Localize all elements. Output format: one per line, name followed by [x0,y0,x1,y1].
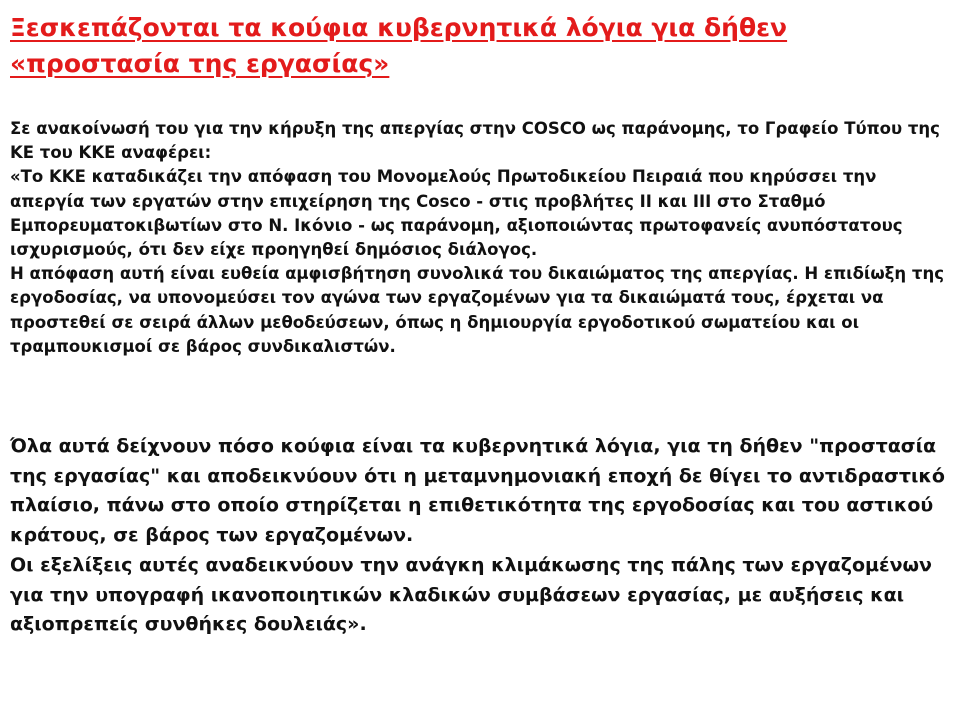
intro-paragraph: Σε ανακοίνωσή του για την κήρυξη της απεργίας στην COSCO ως παράνομης, το Γραφείο Τύπου της ΚΕ του ΚΚΕ αναφέρει: [10,119,940,163]
quote-paragraph: «Το ΚΚΕ καταδικάζει την απόφαση του Μονομελούς Πρωτοδικείου Πειραιά που κηρύσσει την απεργία των εργατών στην επιχείρηση της Cosco - στις προβλήτες ΙΙ και ΙΙΙ στο Σταθμό Εμπορευματοκιβωτίων στο Ν. Ικόνιο - ως παράνομη, αξιοποιώντας πρωτοφανείς ανυπόστατους ισχυρισμούς, ότι δεν είχε προηγηθεί δημόσιος διάλογος. [10,167,903,260]
strike-right-paragraph: Η απόφαση αυτή είναι ευθεία αμφισβήτηση συνολικά του δικαιώματος της απεργίας. Η επιδίωξη της εργοδοσίας, να υπονομεύσει τον αγώνα των εργαζομένων για τα δικαιώματά τους, έρχεται να προστεθεί σε σειρά άλλων μεθοδεύσεων, όπως η δημιουργία εργοδοτικού σωματείου και οι τραμπουκισμοί σε βάρος συνδικαλιστών. [10,264,944,356]
slide-title: Ξεσκεπάζονται τα κούφια κυβερνητικά λόγια για δήθεν «προστασία της εργασίας» [10,13,788,78]
press-statement-block [10,117,945,359]
closing-paragraph-2: Οι εξελίξεις αυτές αναδεικνύουν την ανάγκη κλιμάκωσης της πάλης των εργαζομένων για την υπογραφή ικανοποιητικών κλαδικών συμβάσεων εργασίας, με αυξήσεις και αξιοπρεπείς συνθήκες δουλειάς». [10,553,932,636]
closing-paragraph-1: Όλα αυτά δείχνουν πόσο κούφια είναι τα κυβερνητικά λόγια, για τη δήθεν "προστασία της εργασίας" και αποδεικνύουν ότι η μεταμνημονιακή εποχή δε θίγει το αντιδραστικό πλαίσιο, πάνω στο οποίο στηρίζεται η επιθετικότητα της εργοδοσίας και του αστικού κράτους, σε βάρος των εργαζομένων. [10,435,945,547]
closing-statement-block [10,432,945,640]
